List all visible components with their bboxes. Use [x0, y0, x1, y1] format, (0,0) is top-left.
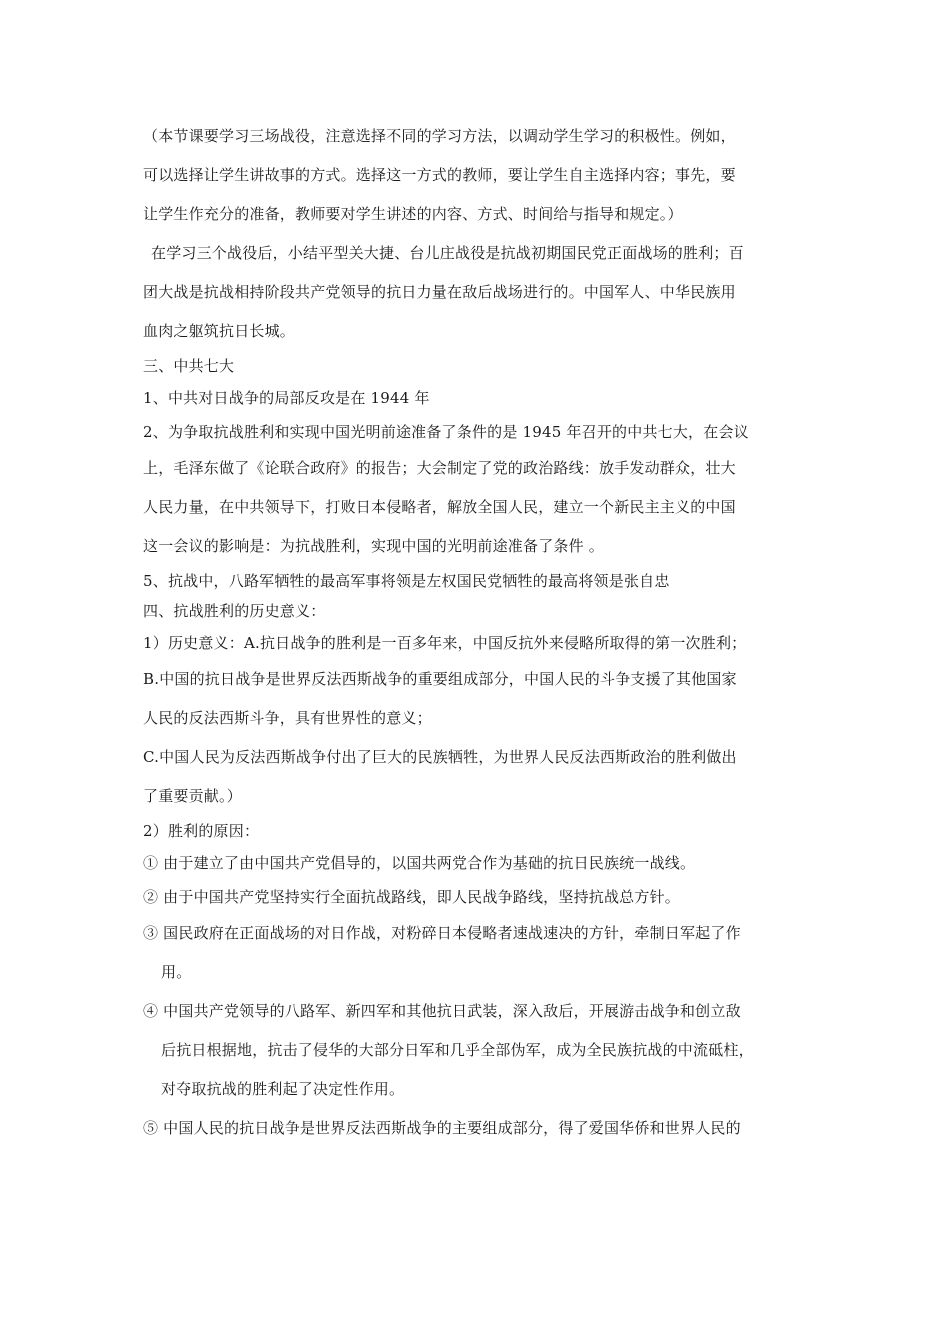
paragraph-line: 后抗日根据地，抗击了侵华的大部分日军和几乎全部伪军，成为全民族抗战的中流砥柱， [161, 1041, 754, 1059]
list-item: 2）胜利的原因： [143, 822, 260, 840]
list-item: ② 由于中国共产党坚持实行全面抗战路线，即人民战争路线，坚持抗战总方针。 [143, 888, 680, 906]
paragraph-line: 上，毛泽东做了《论联合政府》的报告；大会制定了党的政治路线：放手发动群众，壮大 [143, 459, 736, 477]
paragraph-line: （本节课要学习三场战役，注意选择不同的学习方法，以调动学生学习的积极性。例如， [143, 127, 736, 145]
list-item: 5、抗战中，八路军牺牲的最高军事将领是左权国民党牺牲的最高将领是张自忠 [143, 572, 670, 590]
paragraph-line: 用。 [161, 963, 192, 981]
list-item: 1）历史意义：A.抗日战争的胜利是一百多年来，中国反抗外来侵略所取得的第一次胜利； [143, 634, 747, 652]
paragraph-line: 在学习三个战役后，小结平型关大捷、台儿庄战役是抗战初期国民党正面战场的胜利；百 [151, 244, 744, 262]
list-item: ③ 国民政府在正面战场的对日作战，对粉碎日本侵略者速战速决的方针，牵制日军起了作 [143, 924, 741, 942]
paragraph-line: B.中国的抗日战争是世界反法西斯战争的重要组成部分，中国人民的斗争支援了其他国家 [143, 670, 737, 688]
document-body [143, 117, 823, 1148]
paragraph-line: 让学生作充分的准备，教师要对学生讲述的内容、方式、时间给与指导和规定。） [143, 205, 683, 223]
list-item: 1、中共对日战争的局部反攻是在 1944 年 [143, 389, 430, 407]
list-item: 2、为争取抗战胜利和实现中国光明前途准备了条件的是 1945 年召开的中共七大，在会议 [143, 423, 749, 441]
paragraph-line: 血肉之躯筑抗日长城。 [143, 322, 296, 340]
paragraph-line: 可以选择让学生讲故事的方式。选择这一方式的教师，要让学生自主选择内容；事先，要 [143, 166, 736, 184]
paragraph-line: 人民的反法西斯斗争，具有世界性的意义； [143, 709, 432, 727]
paragraph-line: 了重要贡献。） [143, 787, 242, 805]
paragraph-line: 对夺取抗战的胜利起了决定性作用。 [161, 1080, 405, 1098]
paragraph-line: 这一会议的影响是：为抗战胜利，实现中国的光明前途准备了条件 。 [143, 537, 604, 555]
paragraph-line: 团大战是抗战相持阶段共产党领导的抗日力量在敌后战场进行的。中国军人、中华民族用 [143, 283, 736, 301]
paragraph-line: 人民力量，在中共领导下，打败日本侵略者，解放全国人民，建立一个新民主主义的中国 [143, 498, 736, 516]
list-item: ④ 中国共产党领导的八路军、新四军和其他抗日武装，深入敌后，开展游击战争和创立敌 [143, 1002, 741, 1020]
section-heading-4: 四、抗战胜利的历史意义： [143, 602, 326, 620]
list-item: ① 由于建立了由中国共产党倡导的，以国共两党合作为基础的抗日民族统一战线。 [143, 854, 696, 872]
list-item: ⑤ 中国人民的抗日战争是世界反法西斯战争的主要组成部分，得了爱国华侨和世界人民的 [143, 1119, 741, 1137]
paragraph-line: C.中国人民为反法西斯战争付出了巨大的民族牺牲，为世界人民反法西斯政治的胜利做出 [143, 748, 737, 766]
section-heading-3: 三、中共七大 [143, 357, 235, 375]
